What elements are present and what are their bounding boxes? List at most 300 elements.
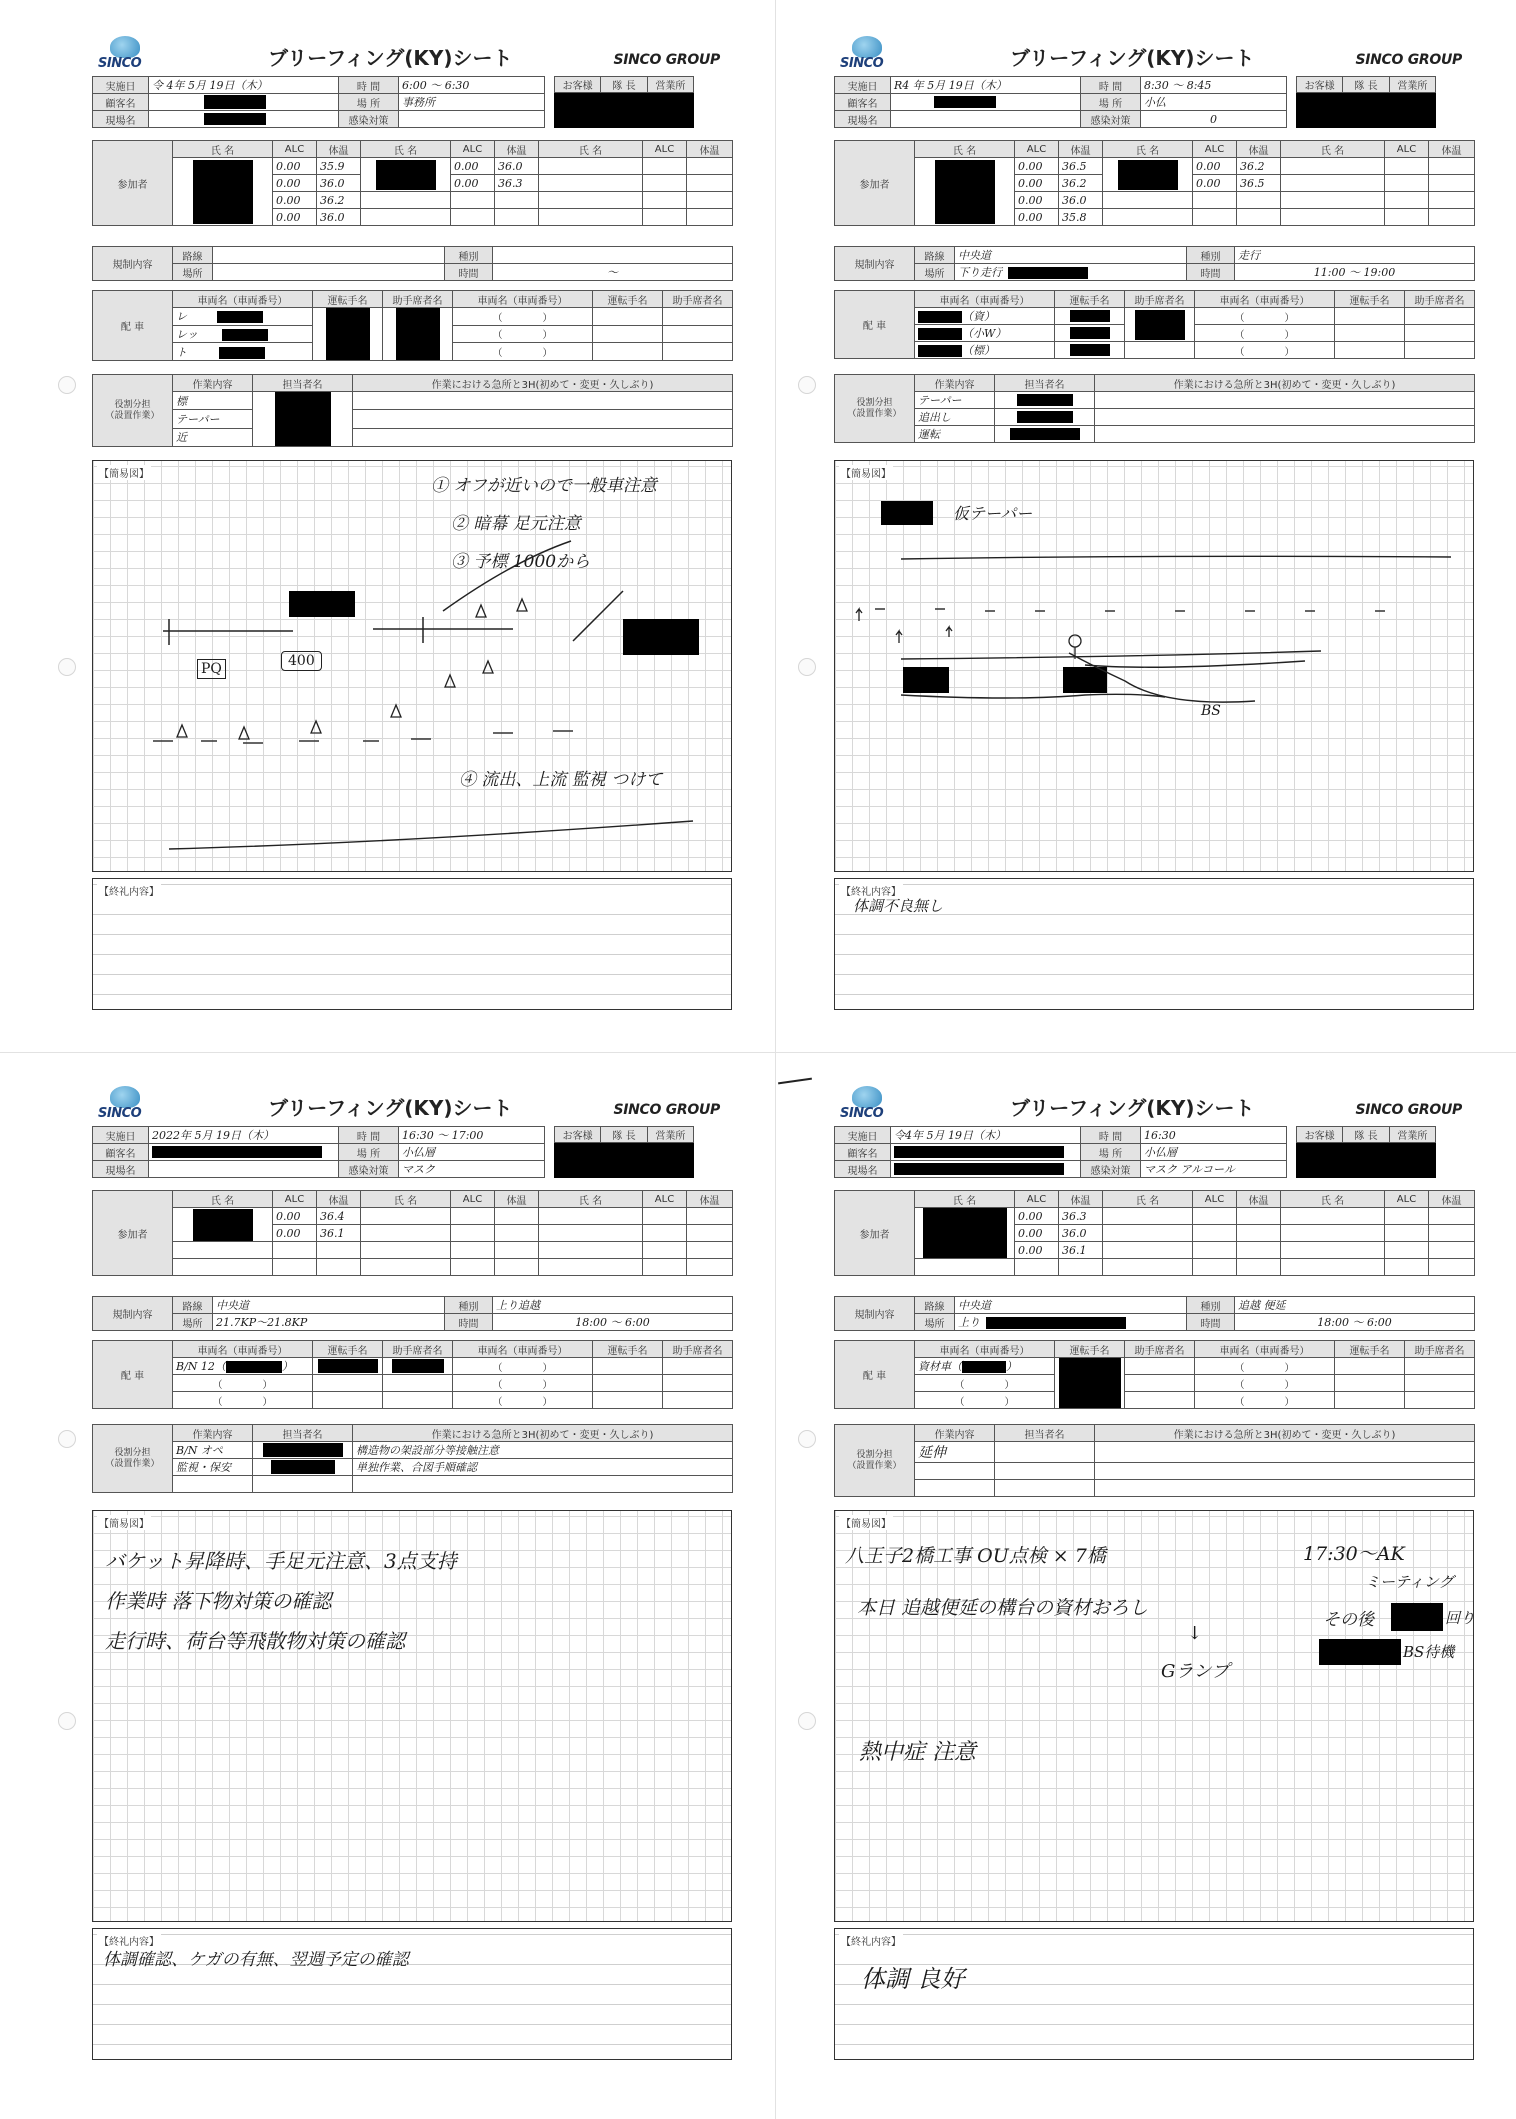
sheet-header <box>834 22 1474 82</box>
date-value: R4 年 5月 19日（木） <box>891 77 1081 94</box>
sheet-divider-vertical <box>775 0 776 2119</box>
group-name: SINCO GROUP <box>613 52 720 68</box>
date-label: 実施日 <box>93 1127 149 1144</box>
vehicle-cell: （資） <box>915 308 1055 325</box>
redacted-block <box>1319 1639 1401 1665</box>
temp-header: 体温 <box>687 1191 733 1208</box>
redacted-person <box>253 1459 353 1476</box>
sketch-note: 17:30〜AK <box>1303 1543 1405 1565</box>
sketch-note: BS <box>1201 703 1221 719</box>
sketch-note: BS待機 <box>1403 1643 1455 1661</box>
temp-header: 体温 <box>1237 141 1281 158</box>
site-label: 現場名 <box>93 1161 149 1178</box>
redacted-driver <box>1055 342 1125 359</box>
sketch-note: 本日 追越便延の構台の資材おろし <box>857 1597 1149 1619</box>
task-value: テーパー <box>915 392 995 409</box>
route-label: 路線 <box>915 1297 955 1314</box>
date-value: 2022年 5月 19日（木） <box>149 1127 339 1144</box>
stamp-office-label: 営業所 <box>647 77 693 93</box>
name-header: 氏 名 <box>915 141 1015 158</box>
kind-value: 走行 <box>1235 247 1475 264</box>
redacted-driver <box>1055 1358 1125 1409</box>
group-name: SINCO GROUP <box>613 1102 720 1118</box>
redacted-stamps <box>1297 1143 1436 1178</box>
person-header: 担当者名 <box>253 1425 353 1442</box>
time-value: 8:30 〜 8:45 <box>1141 77 1287 94</box>
task-header: 作業内容 <box>173 1425 253 1442</box>
ky-sheet-1 <box>92 22 732 1032</box>
assistant-header: 助手席者名 <box>1405 291 1475 308</box>
roles-table <box>92 1424 733 1493</box>
rtime-label: 時間 <box>445 264 493 281</box>
rtime-value: 11:00 〜 19:00 <box>1235 264 1475 281</box>
time-label: 時 間 <box>339 1127 399 1144</box>
info-table <box>834 1126 1287 1178</box>
infection-label: 感染対策 <box>1081 111 1141 128</box>
punch-hole <box>798 1712 816 1730</box>
task-value: B/N オペ <box>173 1442 253 1459</box>
person-header: 担当者名 <box>995 1425 1095 1442</box>
alc-value: 0.00 <box>451 175 495 192</box>
temp-header: 体温 <box>1429 141 1475 158</box>
redacted-names <box>915 158 1015 226</box>
redacted-stamps <box>555 1143 694 1178</box>
alc-value: 0.00 <box>1015 1208 1059 1225</box>
temp-header: 体温 <box>1429 1191 1475 1208</box>
stamp-office-label: 営業所 <box>1389 77 1435 93</box>
assistant-header: 助手席者名 <box>663 291 733 308</box>
vehicle-header: 車両名（車両番号） <box>173 1341 313 1358</box>
task-value: テーパー <box>173 410 253 428</box>
sketch-area <box>92 1510 732 1922</box>
name-header: 氏 名 <box>915 1191 1015 1208</box>
place-value: 小仏層 <box>1141 1144 1287 1161</box>
infection-label: 感染対策 <box>339 1161 399 1178</box>
kind-label: 種別 <box>445 247 493 264</box>
date-label: 実施日 <box>835 77 891 94</box>
temp-value: 36.0 <box>317 209 361 226</box>
redacted-block <box>204 113 266 125</box>
roles-label: 役割分担 （設置作業） <box>835 1425 915 1497</box>
closing-text: 体調 良好 <box>861 1965 965 1993</box>
infection-value: マスク アルコール <box>1141 1161 1287 1178</box>
danger-header: 作業における急所と3H(初めて・変更・久しぶり) <box>1095 375 1475 392</box>
route-label: 路線 <box>915 247 955 264</box>
closing-label: 【終礼内容】 <box>839 883 903 898</box>
danger-header: 作業における急所と3H(初めて・変更・久しぶり) <box>353 1425 733 1442</box>
alc-value: 0.00 <box>273 1208 317 1225</box>
sheet-header <box>834 1072 1474 1132</box>
temp-value: 36.0 <box>1059 1225 1103 1242</box>
sketch-note: ④ 流出、上流 監視 つけて <box>459 770 663 790</box>
site-label: 現場名 <box>835 1161 891 1178</box>
sketch-area <box>834 460 1474 872</box>
time-value: 16:30 <box>1141 1127 1287 1144</box>
name-header: 氏 名 <box>1103 1191 1193 1208</box>
restriction-label: 規制内容 <box>93 247 173 281</box>
sinco-logo: SINCO <box>838 1086 900 1130</box>
redacted-stamps <box>1297 93 1436 128</box>
sheet-title: ブリーフィング(KY)シート <box>268 46 513 70</box>
info-table <box>92 76 545 128</box>
sketch-note: 回り <box>1445 1609 1476 1627</box>
dispatch-label: 配 車 <box>93 291 173 361</box>
site-label: 現場名 <box>93 111 149 128</box>
sketch-label: 【簡易図】 <box>97 1515 151 1530</box>
date-value: 令 4年 5月 19日（木） <box>149 77 339 94</box>
client-label: 顧客名 <box>835 94 891 111</box>
temp-value: 36.0 <box>317 175 361 192</box>
participants-label: 参加者 <box>93 141 173 226</box>
alc-value: 0.00 <box>1015 175 1059 192</box>
sketch-label: 【簡易図】 <box>839 465 893 480</box>
roles-table <box>834 374 1475 443</box>
alc-header: ALC <box>643 141 687 158</box>
stamp-leader-label: 隊 長 <box>1343 77 1389 93</box>
group-name: SINCO GROUP <box>1355 1102 1462 1118</box>
sheet-title: ブリーフィング(KY)シート <box>1010 46 1255 70</box>
task-value: 近 <box>173 428 253 446</box>
alc-value: 0.00 <box>273 158 317 175</box>
redacted-names <box>173 158 273 226</box>
route-label: 路線 <box>173 1297 213 1314</box>
punch-hole <box>58 658 76 676</box>
sketch-note: ② 暗幕 足元注意 <box>451 514 581 534</box>
alc-value: 0.00 <box>273 192 317 209</box>
closing-label: 【終礼内容】 <box>839 1933 903 1948</box>
name-header: 氏 名 <box>173 1191 273 1208</box>
restriction-table <box>92 1296 733 1331</box>
kind-label: 種別 <box>1187 247 1235 264</box>
alc-header: ALC <box>273 141 317 158</box>
closing-area <box>92 1928 732 2060</box>
redacted-assistant <box>1125 308 1195 342</box>
pen-mark <box>778 1078 812 1085</box>
driver-header: 運転手名 <box>1335 1341 1405 1358</box>
redacted-person <box>253 392 353 447</box>
dispatch-table: 配 車 車両名（車両番号） 運転手名 助手席者名 車両名（車両番号） 運転手名 助手席者名 B/N 12（ ） （ ） （ ） （ ） （ ） （ ） <box>92 1340 733 1409</box>
name-header: 氏 名 <box>1103 141 1193 158</box>
redacted-assistant <box>383 308 453 361</box>
alc-value: 0.00 <box>1015 209 1059 226</box>
dispatch-table: 配 車 車両名（車両番号） 運転手名 助手席者名 車両名（車両番号） 運転手名 助手席者名 （資） （ ） （小W） （ ） （標） （ ） <box>834 290 1475 359</box>
vehicle-cell: （標） <box>915 342 1055 359</box>
participants-label: 参加者 <box>835 1191 915 1276</box>
stamp-table <box>554 76 694 128</box>
rtime-label: 時間 <box>1187 1314 1235 1331</box>
participants-table <box>92 140 733 226</box>
participants-label: 参加者 <box>835 141 915 226</box>
sinco-logo: SINCO <box>96 36 158 80</box>
vehicle-header: 車両名（車両番号） <box>1195 1341 1335 1358</box>
stamp-leader-label: 隊 長 <box>1343 1127 1389 1143</box>
assistant-header: 助手席者名 <box>663 1341 733 1358</box>
alc-header: ALC <box>273 1191 317 1208</box>
sketch-note: ↓ <box>1187 1623 1203 1644</box>
infection-label: 感染対策 <box>339 111 399 128</box>
redacted-driver <box>313 1358 383 1375</box>
sketch-area <box>92 460 732 872</box>
vehicle-header: 車両名（車両番号） <box>1195 291 1335 308</box>
closing-text: 体調不良無し <box>853 897 944 915</box>
roles-table <box>834 1424 1475 1497</box>
rtime-value: 18:00 〜 6:00 <box>493 1314 733 1331</box>
temp-header: 体温 <box>1237 1191 1281 1208</box>
punch-hole <box>798 376 816 394</box>
stamp-customer-label: お客様 <box>1297 77 1343 93</box>
task-value: 追出し <box>915 409 995 426</box>
sheet-divider-horizontal <box>0 1052 1516 1053</box>
redacted-block <box>1391 1603 1443 1631</box>
vehicle-cell: レ <box>173 308 313 326</box>
dispatch-table: 配 車 車両名（車両番号） 運転手名 助手席者名 車両名（車両番号） 運転手名 助手席者名 レ （ ） レッ （ ） ト （ ） <box>92 290 733 361</box>
participants-table <box>834 140 1475 226</box>
sheet-title: ブリーフィング(KY)シート <box>268 1096 513 1120</box>
alc-header: ALC <box>1193 1191 1237 1208</box>
client-label: 顧客名 <box>93 1144 149 1161</box>
time-label: 時 間 <box>1081 1127 1141 1144</box>
temp-value: 36.2 <box>317 192 361 209</box>
driver-header: 運転手名 <box>1055 1341 1125 1358</box>
location-value: 21.7KP〜21.8KP <box>213 1314 445 1331</box>
location-label: 場所 <box>915 1314 955 1331</box>
kind-value: 追越 便延 <box>1235 1297 1475 1314</box>
danger-value: 単独作業、合図手順確認 <box>353 1459 733 1476</box>
alc-header: ALC <box>1193 141 1237 158</box>
sketch-note: ③ 予標 1000から <box>451 552 591 572</box>
stamp-office-label: 営業所 <box>1389 1127 1435 1143</box>
name-header: 氏 名 <box>1281 1191 1385 1208</box>
temp-header: 体温 <box>1059 141 1103 158</box>
alc-header: ALC <box>1015 141 1059 158</box>
assistant-header: 助手席者名 <box>1125 291 1195 308</box>
temp-value: 36.2 <box>1059 175 1103 192</box>
location-value: 下り走行 <box>955 264 1187 281</box>
alc-header: ALC <box>451 1191 495 1208</box>
vehicle-header: 車両名（車両番号） <box>453 1341 593 1358</box>
task-header: 作業内容 <box>915 375 995 392</box>
alc-value: 0.00 <box>273 1225 317 1242</box>
route-value: 中央道 <box>213 1297 445 1314</box>
name-header: 氏 名 <box>539 141 643 158</box>
client-value <box>149 94 339 111</box>
dispatch-table: 配 車 車両名（車両番号） 運転手名 助手席者名 車両名（車両番号） 運転手名 助手席者名 資材車（ ） （ ） （ ） （ ） （ ） （ ） <box>834 1340 1475 1409</box>
closing-text: 体調確認、ケガの有無、翌週予定の確認 <box>103 1950 409 1970</box>
vehicle-cell: B/N 12（ ） <box>173 1358 313 1375</box>
temp-value: 36.0 <box>495 158 539 175</box>
redacted-stamps <box>555 93 694 128</box>
place-label: 場 所 <box>339 1144 399 1161</box>
ky-sheet-2 <box>834 22 1474 1032</box>
redacted-person <box>253 1442 353 1459</box>
restriction-table <box>834 246 1475 281</box>
punch-hole <box>58 1430 76 1448</box>
vehicle-cell: レッ <box>173 325 313 343</box>
sketch-note: バケット昇降時、手足元注意、3点支持 <box>105 1549 457 1573</box>
redacted-names <box>361 158 451 192</box>
stamp-office-label: 営業所 <box>647 1127 693 1143</box>
sign-marker: PQ <box>197 659 226 679</box>
alc-value: 0.00 <box>1015 158 1059 175</box>
temp-header: 体温 <box>495 141 539 158</box>
restriction-label: 規制内容 <box>835 247 915 281</box>
alc-value: 0.00 <box>1193 158 1237 175</box>
vehicle-header: 車両名（車両番号） <box>453 291 593 308</box>
kind-label: 種別 <box>1187 1297 1235 1314</box>
sketch-note: 作業時 落下物対策の確認 <box>105 1589 332 1613</box>
route-value: 中央道 <box>955 1297 1187 1314</box>
sinco-logo: SINCO <box>96 1086 158 1130</box>
temp-value: 35.9 <box>317 158 361 175</box>
redacted-person <box>995 426 1095 443</box>
assistant-header: 助手席者名 <box>383 1341 453 1358</box>
place-label: 場 所 <box>339 94 399 111</box>
temp-header: 体温 <box>1059 1191 1103 1208</box>
route-label: 路線 <box>173 247 213 264</box>
name-header: 氏 名 <box>361 1191 451 1208</box>
redacted-driver <box>1055 308 1125 325</box>
vehicle-cell: （小W） <box>915 325 1055 342</box>
place-value: 事務所 <box>399 94 545 111</box>
vehicle-cell: 資材車（ ） <box>915 1358 1055 1375</box>
redacted-driver <box>1055 325 1125 342</box>
participants-label: 参加者 <box>93 1191 173 1276</box>
group-name: SINCO GROUP <box>1355 52 1462 68</box>
time-value: 16:30 〜 17:00 <box>399 1127 545 1144</box>
driver-header: 運転手名 <box>1335 291 1405 308</box>
time-value: 6:00 〜 6:30 <box>399 77 545 94</box>
temp-value: 36.3 <box>1059 1208 1103 1225</box>
client-value <box>891 1144 1081 1161</box>
alc-value: 0.00 <box>451 158 495 175</box>
client-label: 顧客名 <box>93 94 149 111</box>
roles-label: 役割分担 （設置作業） <box>835 375 915 443</box>
stamp-customer-label: お客様 <box>555 77 601 93</box>
temp-value: 36.2 <box>1237 158 1281 175</box>
task-value: 監視・保安 <box>173 1459 253 1476</box>
temp-header: 体温 <box>687 141 733 158</box>
vehicle-header: 車両名（車両番号） <box>915 291 1055 308</box>
temp-value: 36.0 <box>1059 192 1103 209</box>
closing-area <box>834 1928 1474 2060</box>
stamp-leader-label: 隊 長 <box>601 77 647 93</box>
client-value <box>149 1144 339 1161</box>
ky-sheet-4 <box>834 1072 1474 2082</box>
place-label: 場 所 <box>1081 94 1141 111</box>
infection-value: マスク <box>399 1161 545 1178</box>
site-value <box>891 1161 1081 1178</box>
danger-header: 作業における急所と3H(初めて・変更・久しぶり) <box>1095 1425 1475 1442</box>
vehicle-header: 車両名（車両番号） <box>173 291 313 308</box>
stamp-leader-label: 隊 長 <box>601 1127 647 1143</box>
danger-header: 作業における急所と3H(初めて・変更・久しぶり) <box>353 375 733 392</box>
location-label: 場所 <box>915 264 955 281</box>
closing-label: 【終礼内容】 <box>97 883 161 898</box>
dispatch-label: 配 車 <box>835 1341 915 1409</box>
temp-value: 36.1 <box>1059 1242 1103 1259</box>
closing-area <box>92 878 732 1010</box>
assistant-header: 助手席者名 <box>383 291 453 308</box>
date-value: 令4年 5月 19日（木） <box>891 1127 1081 1144</box>
alc-value: 0.00 <box>273 209 317 226</box>
punch-hole <box>798 658 816 676</box>
name-header: 氏 名 <box>1281 141 1385 158</box>
location-value: 上り <box>955 1314 1187 1331</box>
dispatch-label: 配 車 <box>93 1341 173 1409</box>
sketch-note: 仮テーパー <box>953 504 1033 523</box>
sheet-title: ブリーフィング(KY)シート <box>1010 1096 1255 1120</box>
person-header: 担当者名 <box>253 375 353 392</box>
temp-header: 体温 <box>317 1191 361 1208</box>
roles-table <box>92 374 733 447</box>
punch-hole <box>58 376 76 394</box>
alc-header: ALC <box>1015 1191 1059 1208</box>
task-value: 運転 <box>915 426 995 443</box>
temp-header: 体温 <box>495 1191 539 1208</box>
alc-header: ALC <box>1385 141 1429 158</box>
temp-header: 体温 <box>317 141 361 158</box>
sketch-label: 【簡易図】 <box>839 1515 893 1530</box>
alc-value: 0.00 <box>273 175 317 192</box>
sketch-note: 八王子2橋工事 OU点検 × 7橋 <box>845 1545 1106 1567</box>
stamp-customer-label: お客様 <box>555 1127 601 1143</box>
place-label: 場 所 <box>1081 1144 1141 1161</box>
alc-header: ALC <box>1385 1191 1429 1208</box>
temp-value: 36.4 <box>317 1208 361 1225</box>
redacted-driver <box>313 308 383 361</box>
redacted-person <box>995 409 1095 426</box>
sign-marker: 400 <box>281 651 322 671</box>
sketch-note: 走行時、荷台等飛散物対策の確認 <box>105 1629 405 1653</box>
time-label: 時 間 <box>339 77 399 94</box>
infection-value <box>399 111 545 128</box>
site-label: 現場名 <box>835 111 891 128</box>
restriction-table <box>92 246 733 281</box>
redacted-block <box>204 95 266 109</box>
stamp-table <box>1296 76 1436 128</box>
temp-value: 35.8 <box>1059 209 1103 226</box>
vehicle-header: 車両名（車両番号） <box>915 1341 1055 1358</box>
route-value <box>213 247 445 264</box>
sketch-note: ① オフが近いので一般車注意 <box>431 476 657 496</box>
location-value <box>213 264 445 281</box>
participants-table <box>92 1190 733 1276</box>
danger-value: 構造物の架設部分等接触注意 <box>353 1442 733 1459</box>
sketch-note: Gランプ <box>1161 1661 1230 1682</box>
punch-hole <box>58 1712 76 1730</box>
info-table <box>834 76 1287 128</box>
alc-value: 0.00 <box>1015 1225 1059 1242</box>
restriction-table <box>834 1296 1475 1331</box>
assistant-header: 助手席者名 <box>1125 1341 1195 1358</box>
ky-sheet-3 <box>92 1072 732 2082</box>
site-value <box>149 111 339 128</box>
location-label: 場所 <box>173 264 213 281</box>
sketch-note: その後 <box>1323 1610 1374 1630</box>
alc-value: 0.00 <box>1193 175 1237 192</box>
redacted-person <box>995 392 1095 409</box>
redacted-names <box>173 1208 273 1242</box>
sheet-header <box>92 1072 732 1132</box>
sketch-note: 熱中症 注意 <box>859 1740 976 1765</box>
stamp-table <box>554 1126 694 1178</box>
task-header: 作業内容 <box>173 375 253 392</box>
participants-table <box>834 1190 1475 1276</box>
client-label: 顧客名 <box>835 1144 891 1161</box>
sketch-lines <box>93 461 731 871</box>
infection-label: 感染対策 <box>1081 1161 1141 1178</box>
driver-header: 運転手名 <box>1055 291 1125 308</box>
